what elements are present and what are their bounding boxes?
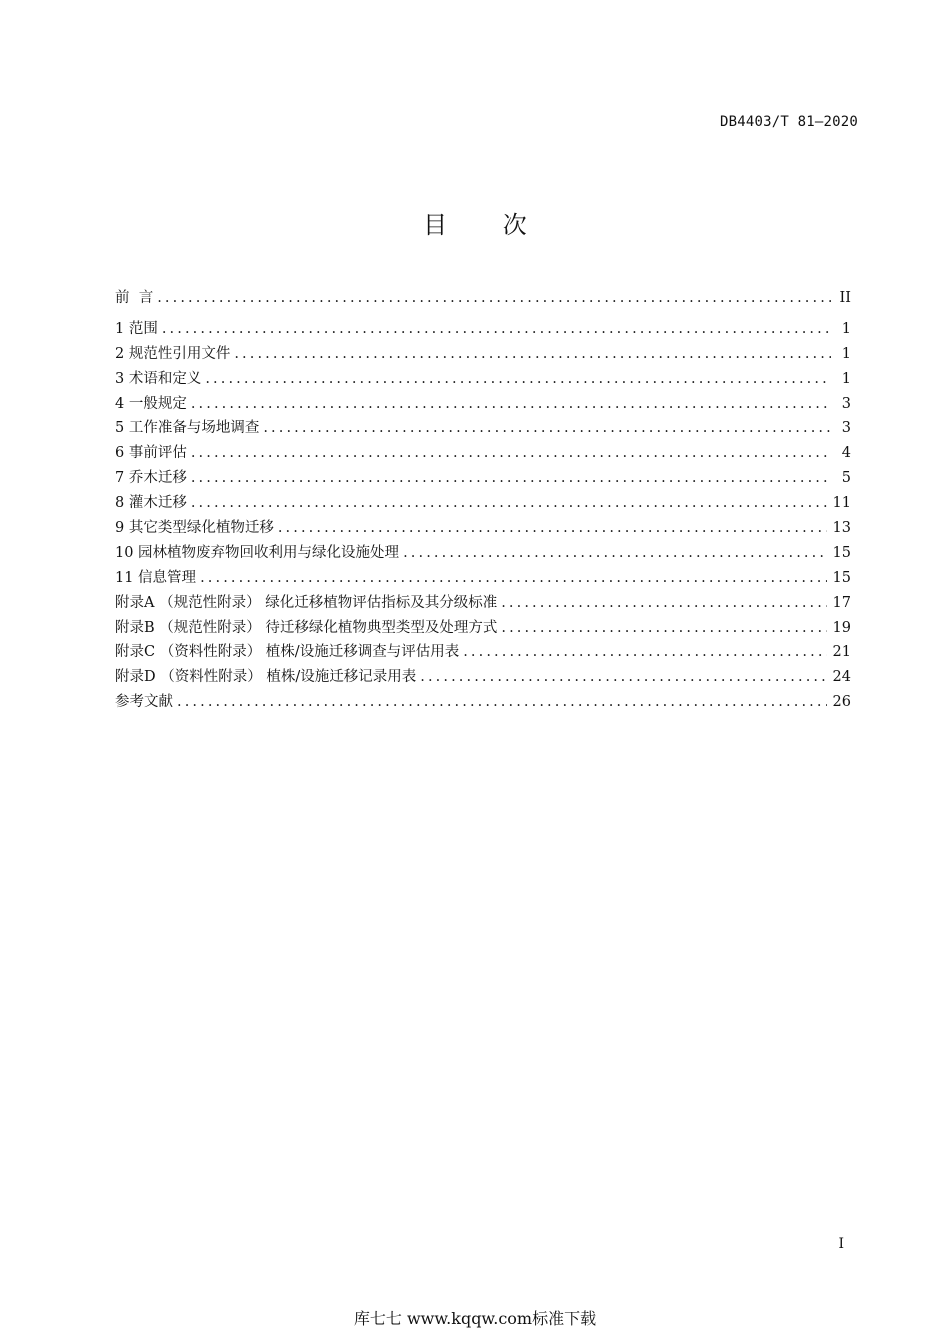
toc-entry-waste-recycling[interactable] <box>115 541 851 566</box>
toc-entry-label: 11 信息管理 <box>115 569 197 586</box>
toc-entry-scope[interactable] <box>115 317 851 342</box>
toc-leader-dots <box>205 367 831 392</box>
toc-entry-page: 17 <box>832 594 851 611</box>
toc-leader-dots <box>463 640 826 665</box>
toc-leader-dots <box>501 591 826 616</box>
toc-leader-dots <box>278 516 827 541</box>
toc-entry-appendix-c[interactable] <box>115 640 851 665</box>
toc-leader-dots <box>162 317 831 342</box>
toc-entry-page: 4 <box>841 445 851 462</box>
toc-entry-shrub-transplant[interactable] <box>115 491 851 516</box>
toc-entry-page: 3 <box>841 395 851 412</box>
toc-entry-page: 5 <box>841 470 851 487</box>
toc-entry-label: 附录D （资料性附录） 植株/设施迁移记录用表 <box>115 669 417 686</box>
toc-leader-dots <box>263 416 831 441</box>
toc-leader-dots <box>157 286 831 311</box>
toc-leader-dots <box>234 342 831 367</box>
toc-entry-label: 参考文献 <box>115 694 173 711</box>
toc-leader-dots <box>191 441 831 466</box>
toc-entry-label: 10 园林植物废弃物回收利用与绿化设施处理 <box>115 544 400 561</box>
standard-code: DB4403/T 81—2020 <box>719 114 858 130</box>
toc-entry-label: 附录A （规范性附录） 绿化迁移植物评估指标及其分级标准 <box>115 594 498 611</box>
toc-entry-page: 1 <box>841 345 851 362</box>
table-of-contents <box>115 286 851 715</box>
toc-leader-dots <box>501 616 826 641</box>
toc-entry-label: 3 术语和定义 <box>115 370 202 387</box>
toc-entry-appendix-d[interactable] <box>115 665 851 690</box>
toc-leader-dots <box>191 466 831 491</box>
toc-entry-general[interactable] <box>115 392 851 417</box>
toc-entry-label: 4 一般规定 <box>115 395 187 412</box>
toc-entry-appendix-b[interactable] <box>115 616 851 641</box>
toc-entry-label: 8 灌木迁移 <box>115 495 187 512</box>
toc-entry-page: 11 <box>832 495 851 512</box>
toc-entry-page: 24 <box>832 669 851 686</box>
toc-entry-label: 5 工作准备与场地调查 <box>115 420 260 437</box>
toc-entry-preparation[interactable] <box>115 416 851 441</box>
toc-entry-page: 13 <box>832 520 851 537</box>
toc-entry-tree-transplant[interactable] <box>115 466 851 491</box>
toc-entry-page: 1 <box>841 370 851 387</box>
toc-entry-foreword[interactable] <box>115 286 851 311</box>
toc-entry-assessment[interactable] <box>115 441 851 466</box>
toc-leader-dots <box>420 665 826 690</box>
toc-entry-information-management[interactable] <box>115 566 851 591</box>
toc-entry-terms[interactable] <box>115 367 851 392</box>
toc-entry-normative-references[interactable] <box>115 342 851 367</box>
toc-entry-page: 15 <box>832 569 851 586</box>
toc-leader-dots <box>403 541 826 566</box>
toc-entry-page: 15 <box>832 544 851 561</box>
toc-entry-page: 19 <box>832 619 851 636</box>
toc-entry-label: 2 规范性引用文件 <box>115 345 231 362</box>
page-title: 目 次 <box>423 211 551 239</box>
toc-entry-page: 3 <box>841 420 851 437</box>
toc-entry-label: 附录B （规范性附录） 待迁移绿化植物典型类型及处理方式 <box>115 619 498 636</box>
toc-leader-dots <box>191 392 831 417</box>
footer-watermark-text: 库七七 www.kqqw.com标准下载 <box>353 1309 597 1328</box>
toc-entry-appendix-a[interactable] <box>115 591 851 616</box>
toc-entry-page: 1 <box>841 320 851 337</box>
toc-entry-other-plants[interactable] <box>115 516 851 541</box>
toc-entry-label: 前 言 <box>115 290 154 306</box>
toc-entry-label: 6 事前评估 <box>115 445 187 462</box>
toc-leader-dots <box>177 690 827 715</box>
toc-entry-label: 9 其它类型绿化植物迁移 <box>115 520 274 537</box>
toc-leader-dots <box>200 566 826 591</box>
toc-entry-page: 21 <box>832 644 851 661</box>
toc-entry-label: 附录C （资料性附录） 植株/设施迁移调查与评估用表 <box>115 644 460 661</box>
toc-entry-label: 1 范围 <box>115 320 158 337</box>
toc-entry-label: 7 乔木迁移 <box>115 470 187 487</box>
page-number: I <box>838 1236 844 1252</box>
toc-entry-page: II <box>839 290 851 306</box>
toc-entry-bibliography[interactable] <box>115 690 851 715</box>
toc-leader-dots <box>191 491 827 516</box>
toc-entry-page: 26 <box>832 694 851 711</box>
